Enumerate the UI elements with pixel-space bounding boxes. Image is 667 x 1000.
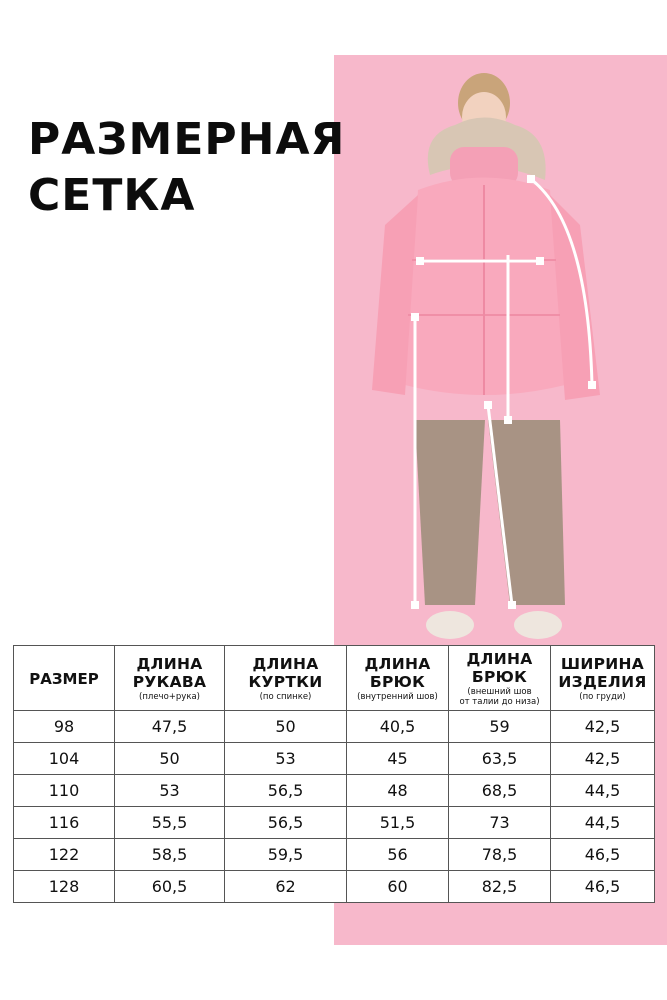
table-cell: 46,5 xyxy=(551,839,655,871)
table-cell: 59 xyxy=(449,711,551,743)
table-cell: 63,5 xyxy=(449,743,551,775)
header-note: (внутренний шов) xyxy=(357,691,438,702)
table-row xyxy=(14,711,655,743)
table-cell: 45 xyxy=(347,743,449,775)
table-cell: 56 xyxy=(347,839,449,871)
table-cell: 128 xyxy=(14,871,115,903)
table-row xyxy=(14,839,655,871)
table-cell: 98 xyxy=(14,711,115,743)
table-cell: 48 xyxy=(347,775,449,807)
table-cell: 60 xyxy=(347,871,449,903)
table-cell: 73 xyxy=(449,807,551,839)
table-cell: 51,5 xyxy=(347,807,449,839)
table-cell: 46,5 xyxy=(551,871,655,903)
table-cell: 56,5 xyxy=(225,807,347,839)
title-line-2: СЕТКА xyxy=(28,170,196,221)
header-jacket-length xyxy=(225,646,347,711)
table-cell: 44,5 xyxy=(551,807,655,839)
header-note: (по спинке) xyxy=(259,691,312,702)
table-cell: 40,5 xyxy=(347,711,449,743)
table-row xyxy=(14,807,655,839)
table-cell: 56,5 xyxy=(225,775,347,807)
table-row xyxy=(14,871,655,903)
table-cell: 47,5 xyxy=(115,711,225,743)
table-row xyxy=(14,775,655,807)
header-label: ДЛИНА КУРТКИ xyxy=(248,654,323,691)
table-cell: 59,5 xyxy=(225,839,347,871)
table-cell: 50 xyxy=(225,711,347,743)
table-cell: 116 xyxy=(14,807,115,839)
table-cell: 60,5 xyxy=(115,871,225,903)
header-pants-inner-length xyxy=(347,646,449,711)
header-label: РАЗМЕР xyxy=(29,669,99,688)
header-label: ДЛИНА РУКАВА xyxy=(132,654,207,691)
table-cell: 50 xyxy=(115,743,225,775)
header-label: ДЛИНА БРЮК xyxy=(466,649,533,686)
table-cell: 58,5 xyxy=(115,839,225,871)
table-cell: 44,5 xyxy=(551,775,655,807)
table-cell: 68,5 xyxy=(449,775,551,807)
table-cell: 62 xyxy=(225,871,347,903)
title-line-1: РАЗМЕРНАЯ xyxy=(28,114,346,165)
table-cell: 53 xyxy=(115,775,225,807)
header-note: (по груди) xyxy=(579,691,626,702)
header-pants-outer-length xyxy=(449,646,551,711)
table-cell: 55,5 xyxy=(115,807,225,839)
header-sleeve-length xyxy=(115,646,225,711)
table-cell: 82,5 xyxy=(449,871,551,903)
header-chest-width xyxy=(551,646,655,711)
header-label: ШИРИНА ИЗДЕЛИЯ xyxy=(558,654,647,691)
table-cell: 42,5 xyxy=(551,743,655,775)
table-header-row xyxy=(14,646,655,711)
header-note: (плечо+рука) xyxy=(139,691,200,702)
table-cell: 104 xyxy=(14,743,115,775)
table-cell: 42,5 xyxy=(551,711,655,743)
table-cell: 78,5 xyxy=(449,839,551,871)
table-cell: 53 xyxy=(225,743,347,775)
child-illustration xyxy=(360,55,620,645)
header-size xyxy=(14,646,115,711)
table-cell: 110 xyxy=(14,775,115,807)
page-title xyxy=(28,112,345,224)
header-label: ДЛИНА БРЮК xyxy=(364,654,431,691)
table-row xyxy=(14,743,655,775)
header-note: (внешний шов от талии до низа) xyxy=(459,686,540,707)
size-chart-table xyxy=(13,645,655,903)
table-cell: 122 xyxy=(14,839,115,871)
